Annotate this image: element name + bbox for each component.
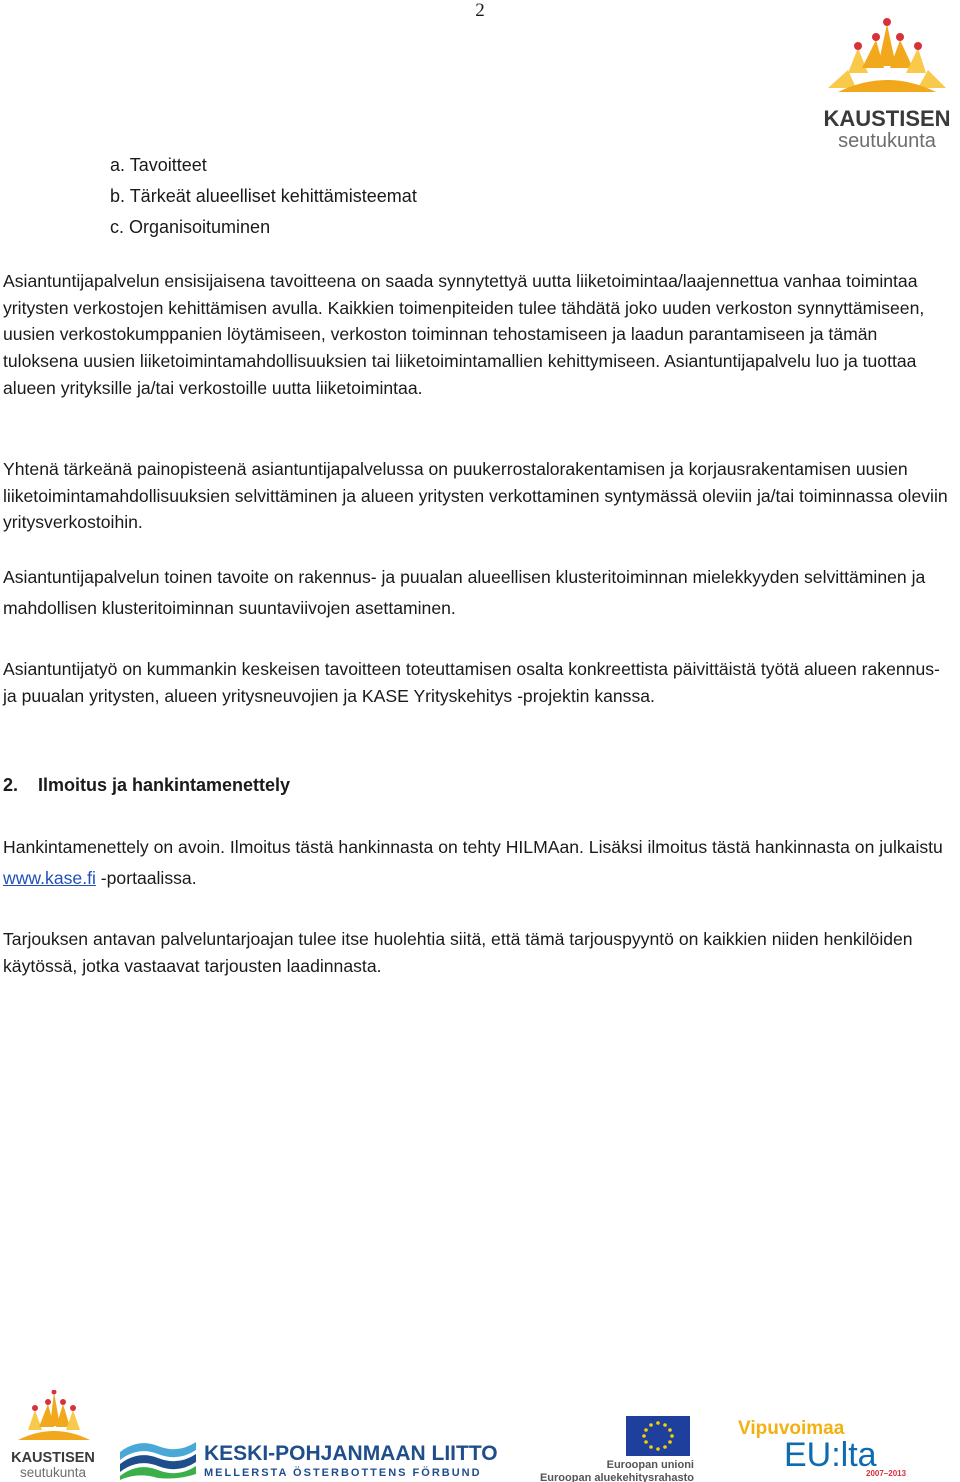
agenda-list bbox=[110, 150, 417, 243]
section-number: 2. bbox=[3, 775, 19, 795]
footer-logo-line1: KAUSTISEN bbox=[11, 1450, 95, 1466]
paragraph-responsibility: Tarjouksen antavan palveluntarjoajan tulee itse huolehtia siitä, että tämä tarjouspyyntö on kaikkien niiden henkilöiden käytössä, jotka vastaavat tarjousten laadinnasta. bbox=[3, 929, 913, 976]
kaustisen-seutukunta-logo bbox=[818, 18, 956, 153]
section-heading bbox=[3, 772, 290, 798]
paragraph-procurement bbox=[3, 832, 953, 894]
kpl-name: KESKI-POHJANMAAN LIITTO bbox=[204, 1442, 498, 1465]
kase-link[interactable]: www.kase.fi bbox=[3, 868, 96, 888]
footer-eu-logo bbox=[522, 1414, 700, 1482]
footer-logos bbox=[0, 1380, 960, 1482]
eu-line2: Euroopan aluekehitysrahasto bbox=[539, 1472, 694, 1482]
footer-kaustisen-logo bbox=[8, 1390, 98, 1478]
sun-flower-icon bbox=[828, 18, 946, 92]
logo-line1: KAUSTISEN bbox=[823, 106, 951, 131]
footer-kpl-logo bbox=[118, 1432, 508, 1480]
paragraph-goals: Asiantuntijapalvelun ensisijaisena tavoitteena on saada synnytettyä uutta liiketoimintaa/laajennettua vanhaa toimintaa yritysten verkostojen kehittämisen avulla. Kaikkien toimenpiteiden tulee tähdätä joko uuden verkoston synnyttämiseen, uusien verkostokumppanien löytämiseen, verkoston toiminnan tehostamiseen ja laadun parantamiseen ja tämän tuloksena uusien liiketoimintamahdollisuuksien tai liiketoimintamallien kehittymiseen. Asiantuntijapalvelu luo ja tuottaa alueen yrityksille ja/tai verkostoille uutta liiketoimintaa. bbox=[3, 271, 925, 398]
vipuvoimaa-line1: Vipuvoimaa bbox=[738, 1418, 845, 1439]
paragraph-expert-work: Asiantuntijatyö on kummankin keskeisen tavoitteen toteuttamisen osalta konkreettista päivittäistä työtä alueen rakennus- ja puualan yritysten, alueen yritysneuvojien ja KASE Yrityskehitys -projektin kanssa. bbox=[3, 659, 940, 706]
footer-vipuvoimaa-logo bbox=[736, 1414, 922, 1478]
paragraph-second-goal: Asiantuntijapalvelun toinen tavoite on rakennus- ja puualan alueellisen klusteritoiminnan mielekkyyden selvittäminen ja mahdollisen klusteritoiminnan suuntaviivojen asettaminen. bbox=[3, 567, 926, 618]
waves-icon bbox=[120, 1442, 196, 1480]
procurement-text: Hankintamenettely on avoin. Ilmoitus tästä hankinnasta on tehty HILMAan. Lisäksi ilmoitus tästä hankinnasta on julkaistu bbox=[3, 837, 943, 857]
footer-logo-line2: seutukunta bbox=[19, 1465, 87, 1478]
section-title: Ilmoitus ja hankintamenettely bbox=[38, 775, 291, 795]
vipuvoimaa-line2: EU:lta bbox=[784, 1436, 877, 1474]
sun-flower-icon bbox=[18, 1390, 90, 1440]
eu-line1: Euroopan unioni bbox=[606, 1459, 694, 1471]
kpl-subname: MELLERSTA ÖSTERBOTTENS FÖRBUND bbox=[204, 1467, 482, 1479]
agenda-item-a: a. Tavoitteet bbox=[110, 155, 207, 175]
logo-line2: seutukunta bbox=[838, 130, 936, 152]
page-number: 2 bbox=[475, 0, 485, 21]
vipuvoimaa-years: 2007–2013 bbox=[866, 1469, 907, 1478]
agenda-item-b: b. Tärkeät alueelliset kehittämisteemat bbox=[110, 186, 417, 206]
procurement-text-end: -portaalissa. bbox=[95, 868, 197, 888]
paragraph-focus: Yhtenä tärkeänä painopisteenä asiantuntijapalvelussa on puukerrostalorakentamisen ja korjausrakentamisen uusien liiketoimintamahdollisuuksien selvittäminen ja alueen yritysten verkottaminen syntymässä oleviin ja/tai toiminnassa oleviin yritysverkostoihin. bbox=[3, 459, 948, 533]
agenda-item-c: c. Organisoituminen bbox=[110, 217, 271, 237]
